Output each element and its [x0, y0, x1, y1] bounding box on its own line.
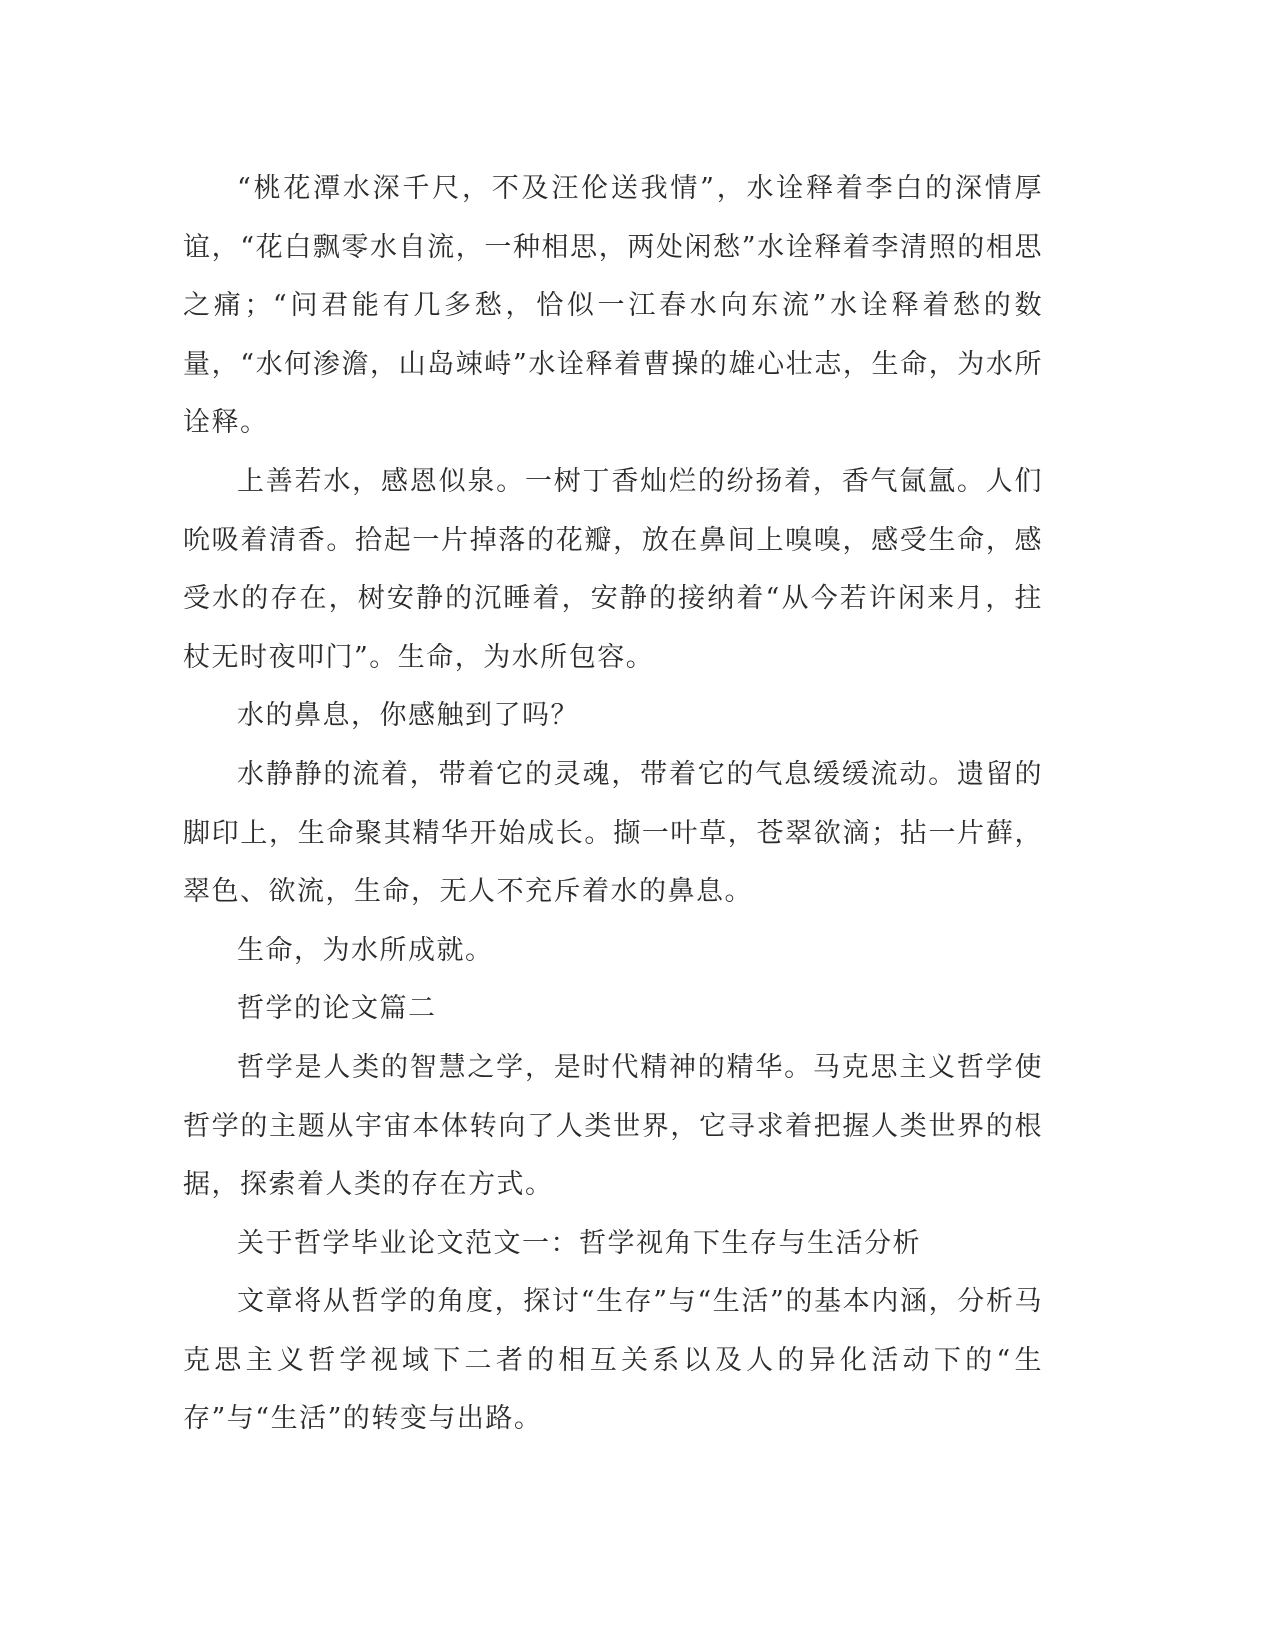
- paragraph-poetry-water: “桃花潭水深千尺，不及汪伦送我情”，水诠释着李白的深情厚谊，“花白飘零水自流，一种相思，两处闲愁”水诠释着李清照的相思之痛；“问君能有几多愁，恰似一江春水向东流”水诠释着愁的数量，“水何渗澹，山岛竦峙”水诠释着曹操的雄心壮志，生命，为水所诠释。: [183, 173, 1043, 439]
- paragraph-water-flows: 水静静的流着，带着它的灵魂，带着它的气息缓缓流动。遗留的脚印上，生命聚其精华开始成长。撷一叶草，苍翠欲滴；拈一片藓，翠色、欲流，生命，无人不充斥着水的鼻息。: [183, 758, 1043, 908]
- document-body: [183, 160, 1043, 1449]
- paragraph-philosophy-wisdom: 哲学是人类的智慧之学，是时代精神的精华。马克思主义哲学使哲学的主题从宇宙本体转向了人类世界，它寻求着把握人类世界的根据，探索着人类的存在方式。: [183, 1051, 1043, 1201]
- section-heading-sample-one: 关于哲学毕业论文范文一：哲学视角下生存与生活分析: [237, 1227, 921, 1259]
- paragraph-gratitude-spring: 上善若水，感恩似泉。一树丁香灿烂的纷扬着，香气氤氲。人们吮吸着清香。拾起一片掉落的花瓣，放在鼻间上嗅嗅，感受生命，感受水的存在，树安静的沉睡着，安静的接纳着“从今若许闲来月，拄杖无时夜叩门”。生命，为水所包容。: [183, 465, 1043, 673]
- paragraph-life-achieved: 生命，为水所成就。: [237, 934, 494, 966]
- paragraph-survival-life: 文章将从哲学的角度，探讨“生存”与“生活”的基本内涵，分析马克思主义哲学视域下二者的相互关系以及人的异化活动下的“生存”与“生活”的转变与出路。: [183, 1286, 1043, 1435]
- section-heading-part-two: 哲学的论文篇二: [237, 993, 437, 1025]
- paragraph-water-breath-question: 水的鼻息，你感触到了吗？: [237, 700, 579, 732]
